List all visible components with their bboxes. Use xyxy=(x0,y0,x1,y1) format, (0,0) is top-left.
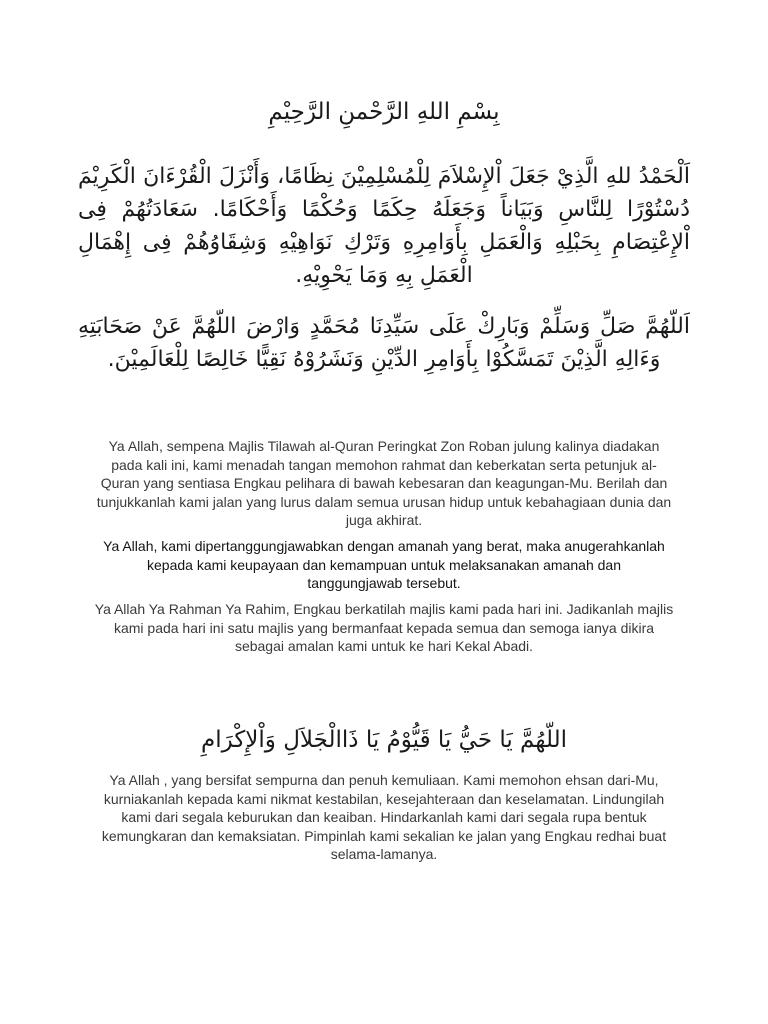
malay-paragraph-amanah: Ya Allah, kami dipertanggungjawabkan dengan amanah yang berat, maka anugerahkanlah kepada kami keupayaan dan kemampuan untuk melaksanakan amanah dan tanggungjawab tersebut. xyxy=(103,538,665,591)
malay-paragraph-blessing: Ya Allah Ya Rahman Ya Rahim, Engkau berkatilah majlis kami pada hari ini. Jadikanlah majlis kami pada hari ini satu majlis yang bermanfaat kepada semua dan semoga ianya dikira sebagai amalan kami untuk ke hari Kekal Abadi. xyxy=(94,601,674,654)
malay-paragraph-closing: Ya Allah , yang bersifat sempurna dan penuh kemuliaan. Kami memohon ehsan dari-Mu, kurniakanlah kepada kami nikmat kestabilan, kesejahteraan dan keselamatan. Lindungilah kami dari segala keburukan dan keaiban. Hindarkanlah kami dari segala rupa bentuk kemungkaran dan kemaksiatan. Pimpinlah kami sekalian ke jalan yang Engkau redhai buat selama-lamanya. xyxy=(101,772,667,862)
selawat-paragraph: اَللّهُمَّ صَلِّ وَسَلِّمْ وَبَارِكْ عَلَى سَيِّدِنَا مُحَمَّدٍ وَارْضَ اللّهُمَّ عَنْ صَحَابَتِهِ وَءَالِهِ الَّذِيْنَ تَمَسَّكُوْا بِأَوَامِرِ الدِّيْنِ وَنَشَرُوْهُ نَقِيًّا خَالِصًا لِلْعَالَمِيْنَ. xyxy=(78,314,690,372)
basmala-text: بِسْمِ اللهِ الرَّحْمنِ الرَّحِيْمِ xyxy=(268,99,500,125)
hamd-paragraph: اَلْحَمْدُ للهِ الَّذِيْ جَعَلَ اْلإِسْلاَمَ لِلْمُسْلِمِيْنَ نِظَامًا، وَأَنْزَلَ الْقُرْءَانَ الْكَرِيْمَ دُسْتُوْرًا لِلنَّاسِ وَبَيَاناً وَجَعَلَهُ حِكَمًا وَحُكْمًا وَأَحْكَامًا. سَعَادَتُهُمْ فِى اْلإِعْتِصَامِ بِحَبْلِهِ وَالْعَمَلِ بِأَوَامِرِهِ وَتَرْكِ نَوَاهِيْهِ وَشِقَاوُهُمْ فِى إِهْمَالِ الْعَمَلِ بِهِ وَمَا يَحْوِيْهِ. xyxy=(78,164,690,288)
malay-paragraph-opening: Ya Allah, sempena Majlis Tilawah al-Quran Peringkat Zon Roban julung kalinya diadakan pada kali ini, kami menadah tangan memohon rahmat dan keberkatan serta petunjuk al-Quran yang sentiasa Engkau pelihara di bawah kebesaran dan keagungan-Mu. Berilah dan tunjukkanlah kami jalan yang lurus dalam semua urusan hidup untuk kebahagiaan dunia dan juga akhirat. xyxy=(96,438,672,528)
dua-heading: اللّهُمَّ يَا حَيُّ يَا قَيُّوْمُ يَا ذَاالْجَلاَلِ وَاْلإِكْرَامِ xyxy=(201,727,567,753)
